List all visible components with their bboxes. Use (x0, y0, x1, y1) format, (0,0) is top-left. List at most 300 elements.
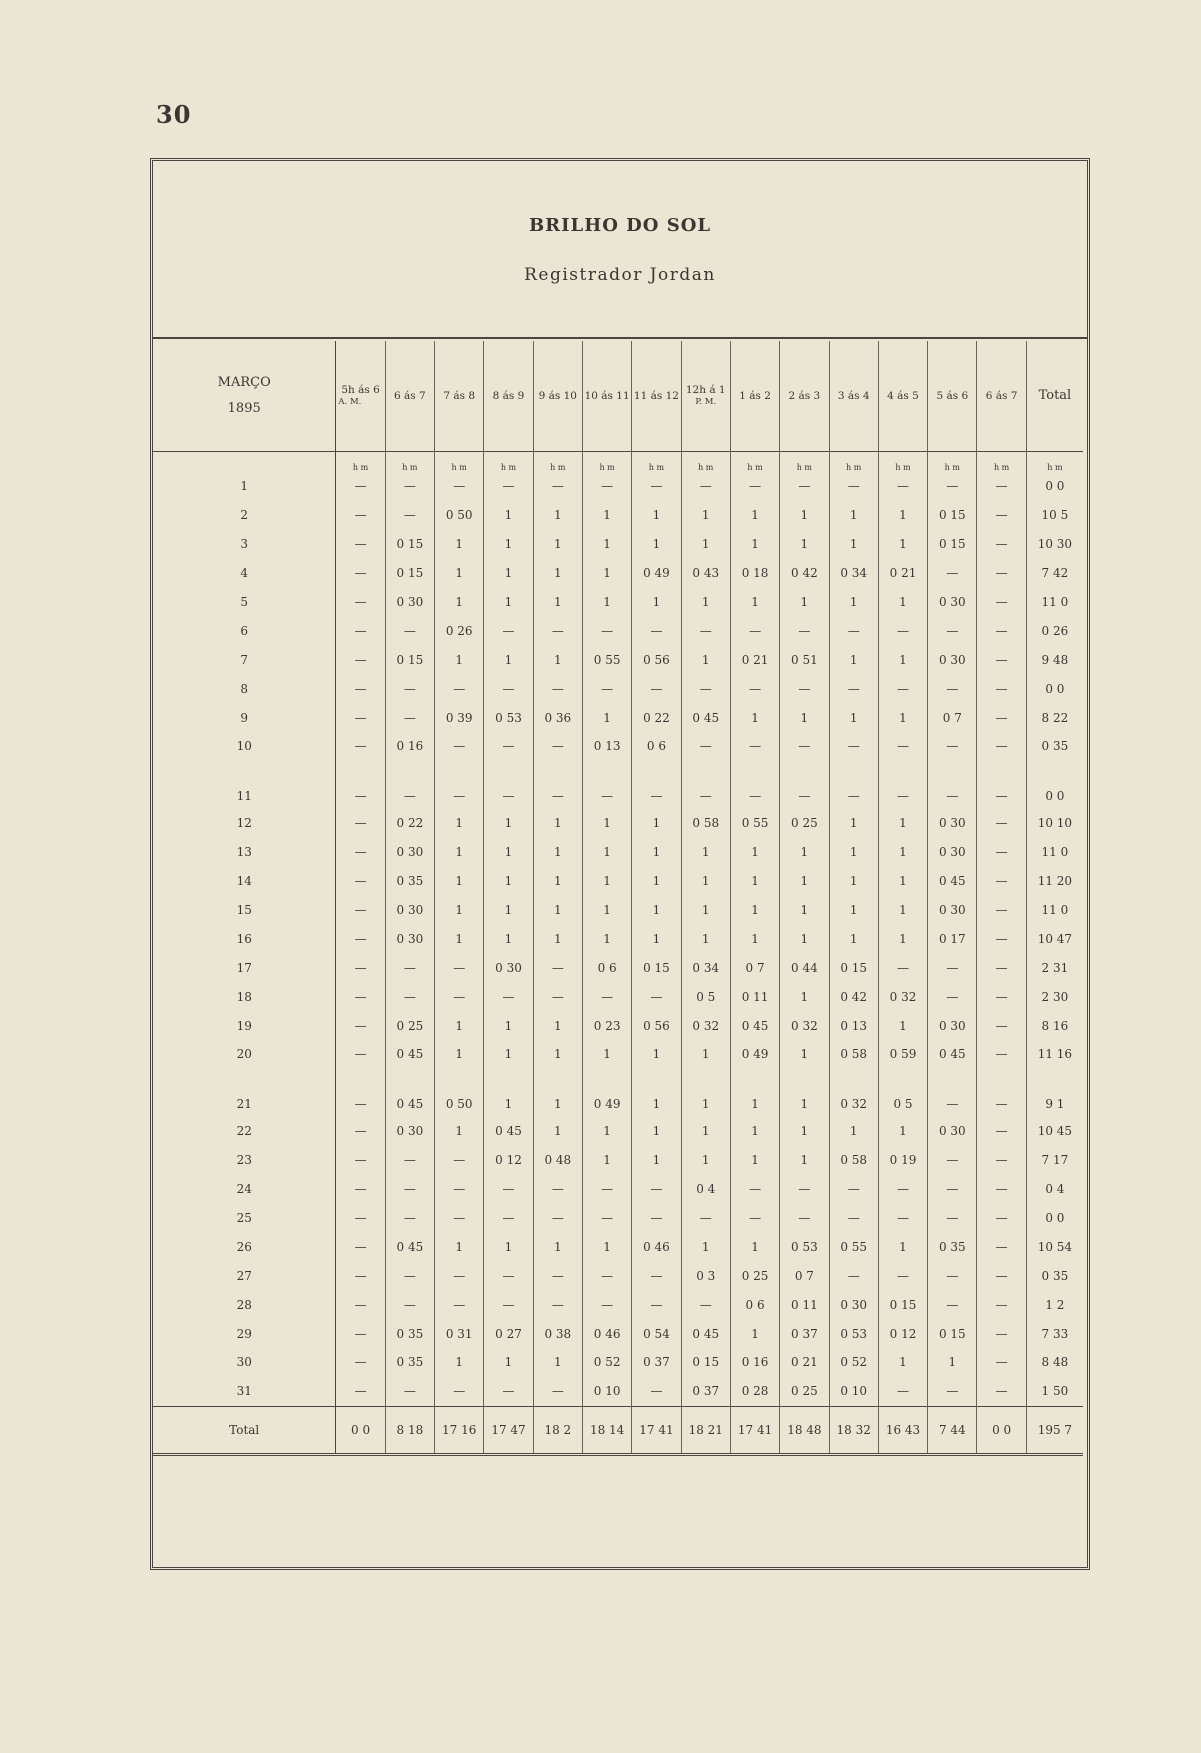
column-header-12 (928, 341, 977, 452)
column-header-5 (582, 341, 631, 452)
hour-cell: — (780, 616, 829, 645)
hour-cell: 0 7 (928, 703, 977, 732)
hour-cell: 0 58 (681, 809, 730, 838)
day-total-cell: 10 45 (1037, 1124, 1073, 1139)
hour-cell: — (977, 1146, 1026, 1175)
hour-cell: 1 (878, 924, 927, 953)
hour-cell: 1 (582, 1040, 631, 1069)
hour-cell: 0 55 (730, 809, 779, 838)
hour-cell: 1 (484, 867, 533, 896)
hour-cell: — (977, 1117, 1026, 1146)
hour-cell: 0 35 (385, 867, 434, 896)
table-row (153, 1011, 1083, 1040)
day-total-cell: 2 31 (1041, 960, 1069, 975)
day-total-cell: 10 54 (1037, 1239, 1073, 1254)
table-row (153, 1348, 1083, 1377)
hour-cell: — (435, 674, 484, 703)
hour-cell: 0 21 (780, 1348, 829, 1377)
day-total-cell: 0 0 (1045, 681, 1065, 696)
day-total-cell: 0 35 (1041, 739, 1069, 754)
hour-cell: — (829, 472, 878, 501)
hour-cell: 1 (435, 530, 484, 559)
hour-cell: 1 (435, 1011, 484, 1040)
hour-cell: 1 (730, 1146, 779, 1175)
day-total-cell: 8 22 (1041, 710, 1069, 725)
hour-cell: — (435, 1290, 484, 1319)
column-total-cell: 17 16 (435, 1406, 484, 1454)
column-header-6 (632, 341, 681, 452)
sunshine-table (153, 341, 1083, 1456)
hour-cell: — (484, 1204, 533, 1233)
month-header (153, 341, 336, 452)
hour-cell: — (977, 924, 1026, 953)
day-number: 9 (153, 703, 336, 732)
hour-cell: 0 59 (878, 1040, 927, 1069)
table-row (153, 982, 1083, 1011)
hour-cell: 0 30 (829, 1290, 878, 1319)
hour-cell: — (681, 674, 730, 703)
hour-cell: 0 50 (435, 1069, 484, 1117)
hour-cell: 1 (878, 1232, 927, 1261)
hour-cell: 0 15 (878, 1290, 927, 1319)
hour-cell: — (336, 1319, 385, 1348)
day-number: 28 (153, 1290, 336, 1319)
total-row (153, 1406, 1083, 1454)
hour-cell: — (977, 1348, 1026, 1377)
hour-cell: — (582, 674, 631, 703)
hour-cell: — (829, 616, 878, 645)
hour-cell: 0 30 (484, 953, 533, 982)
day-total-cell: 8 48 (1041, 1355, 1069, 1370)
hour-cell: — (928, 1146, 977, 1175)
hour-cell: — (336, 1069, 385, 1117)
day-number: 17 (153, 953, 336, 982)
hour-cell: 1 (632, 838, 681, 867)
hour-cell: — (977, 703, 1026, 732)
hour-cell: 1 (484, 1011, 533, 1040)
hour-cell: — (484, 674, 533, 703)
hour-cell: 1 (582, 867, 631, 896)
day-number: 11 (153, 761, 336, 809)
hour-cell: — (928, 1377, 977, 1406)
hour-cell: — (977, 559, 1026, 588)
hour-cell: 0 23 (582, 1011, 631, 1040)
hour-cell: — (632, 1175, 681, 1204)
hour-cell: — (829, 1204, 878, 1233)
hour-cell: 0 15 (385, 530, 434, 559)
hour-cell: — (336, 703, 385, 732)
hour-cell: 1 (780, 896, 829, 925)
hour-cell: 1 (484, 838, 533, 867)
column-total-cell: 7 44 (928, 1406, 977, 1454)
hour-cell: 1 (632, 530, 681, 559)
column-header-label: 5 ás 6 (936, 389, 969, 402)
day-number: 19 (153, 1011, 336, 1040)
hour-cell: 0 34 (681, 953, 730, 982)
column-header-label: 12h á 1 (685, 383, 726, 396)
hour-cell: 1 (681, 924, 730, 953)
hour-cell: 1 (533, 1040, 582, 1069)
hour-cell: 1 (435, 838, 484, 867)
hour-cell: 1 (681, 530, 730, 559)
hour-cell: 0 25 (780, 809, 829, 838)
hour-cell: — (977, 953, 1026, 982)
table-row (153, 1261, 1083, 1290)
hour-cell: 0 15 (928, 1319, 977, 1348)
hour-cell: 0 30 (385, 1117, 434, 1146)
hour-cell: 0 22 (632, 703, 681, 732)
hour-cell: 1 (533, 1069, 582, 1117)
hour-cell: — (385, 501, 434, 530)
hour-cell: 0 45 (385, 1232, 434, 1261)
hour-cell: — (977, 1261, 1026, 1290)
hour-cell: 1 (484, 588, 533, 617)
hour-cell: — (928, 472, 977, 501)
hour-cell: — (780, 1175, 829, 1204)
hour-cell: 0 3 (681, 1261, 730, 1290)
hour-cell: 0 7 (780, 1261, 829, 1290)
hour-cell: — (533, 732, 582, 761)
hour-cell: 1 (730, 588, 779, 617)
hour-cell: 0 12 (878, 1319, 927, 1348)
day-total-cell: 9 1 (1045, 1096, 1065, 1111)
hour-cell: 1 (780, 838, 829, 867)
hour-cell: 1 (829, 924, 878, 953)
hour-cell: 1 (730, 1319, 779, 1348)
hour-cell: — (336, 1261, 385, 1290)
hour-cell: 1 (632, 501, 681, 530)
day-number: 29 (153, 1319, 336, 1348)
hour-cell: 0 45 (928, 1040, 977, 1069)
column-total-cell: 8 18 (385, 1406, 434, 1454)
hour-cell: — (336, 1377, 385, 1406)
hour-cell: 1 (878, 867, 927, 896)
day-number: 5 (153, 588, 336, 617)
hour-cell: 1 (632, 896, 681, 925)
hour-cell: — (977, 501, 1026, 530)
hour-cell: 0 55 (829, 1232, 878, 1261)
column-total-cell: 17 41 (632, 1406, 681, 1454)
column-total-cell: 18 2 (533, 1406, 582, 1454)
hour-cell: 1 (878, 809, 927, 838)
hour-cell: 0 45 (484, 1117, 533, 1146)
hour-cell: 0 46 (632, 1232, 681, 1261)
hour-cell: — (928, 982, 977, 1011)
hour-cell: 0 25 (780, 1377, 829, 1406)
hour-cell: — (977, 867, 1026, 896)
day-total-cell: 0 0 (1045, 1211, 1065, 1226)
hour-cell: 1 (681, 588, 730, 617)
hour-cell: 0 30 (928, 838, 977, 867)
hour-cell: 1 (484, 809, 533, 838)
hour-cell: — (336, 953, 385, 982)
hour-cell: 1 (878, 703, 927, 732)
hour-cell: 0 38 (533, 1319, 582, 1348)
hour-cell: — (533, 674, 582, 703)
unit-cell: h m (928, 452, 977, 473)
hour-cell: 0 26 (435, 616, 484, 645)
column-header-label: Total (1038, 387, 1072, 403)
hour-cell: — (829, 1261, 878, 1290)
hour-cell: 1 (632, 1146, 681, 1175)
total-label: Total (153, 1406, 336, 1454)
hour-cell: 1 (484, 1040, 533, 1069)
hour-cell: 1 (730, 1069, 779, 1117)
hour-cell: 1 (533, 588, 582, 617)
hour-cell: 1 (780, 1069, 829, 1117)
table-row (153, 838, 1083, 867)
hour-cell: — (977, 645, 1026, 674)
table-row (153, 703, 1083, 732)
unit-cell: h m (632, 452, 681, 473)
hour-cell: 1 (730, 867, 779, 896)
hour-cell: 0 16 (730, 1348, 779, 1377)
hour-cell: — (977, 761, 1026, 809)
hour-cell: 1 (730, 530, 779, 559)
table-row (153, 1117, 1083, 1146)
column-header-label: 6 ás 7 (985, 389, 1018, 402)
day-total-cell: 10 30 (1037, 537, 1073, 552)
hour-cell: — (336, 982, 385, 1011)
table-header (153, 161, 1087, 339)
hour-cell: — (435, 1146, 484, 1175)
hour-cell: 1 (780, 530, 829, 559)
hour-cell: — (336, 924, 385, 953)
hour-cell: — (336, 645, 385, 674)
hour-cell: 1 (533, 924, 582, 953)
unit-cell: h m (484, 452, 533, 473)
column-header-11 (878, 341, 927, 452)
hour-cell: 0 51 (780, 645, 829, 674)
hour-cell: 0 30 (385, 838, 434, 867)
hour-cell: — (336, 559, 385, 588)
hour-cell: 0 10 (582, 1377, 631, 1406)
hour-cell: 1 (582, 809, 631, 838)
unit-cell: h m (878, 452, 927, 473)
hour-cell: 1 (878, 1117, 927, 1146)
hour-cell: — (435, 732, 484, 761)
column-total-cell: 17 47 (484, 1406, 533, 1454)
hour-cell: 1 (829, 588, 878, 617)
hour-cell: — (878, 1175, 927, 1204)
hour-cell: — (977, 809, 1026, 838)
hour-cell: 1 (484, 501, 533, 530)
hour-cell: — (780, 1204, 829, 1233)
hour-cell: 1 (484, 924, 533, 953)
hour-cell: 0 32 (878, 982, 927, 1011)
table-title: BRILHO DO SOL (528, 215, 712, 236)
column-header-3 (484, 341, 533, 452)
hour-cell: 0 5 (878, 1069, 927, 1117)
hour-cell: — (878, 953, 927, 982)
hour-cell: — (435, 1261, 484, 1290)
hour-cell: — (977, 1232, 1026, 1261)
hour-cell: 0 25 (385, 1011, 434, 1040)
hour-cell: — (336, 1011, 385, 1040)
hour-cell: — (385, 674, 434, 703)
hour-cell: 1 (681, 645, 730, 674)
hour-cell: — (878, 674, 927, 703)
hour-cell: — (730, 1175, 779, 1204)
hour-cell: — (681, 1290, 730, 1319)
day-number: 7 (153, 645, 336, 674)
hour-cell: 1 (435, 645, 484, 674)
hour-cell: — (977, 1011, 1026, 1040)
hour-cell: — (632, 1204, 681, 1233)
column-header-label: 5h ás 6 (341, 383, 380, 396)
hour-cell: 1 (632, 588, 681, 617)
hour-cell: — (977, 616, 1026, 645)
hour-cell: — (435, 472, 484, 501)
table-row (153, 1175, 1083, 1204)
hour-cell: — (928, 1204, 977, 1233)
hour-cell: — (829, 674, 878, 703)
hour-cell: — (632, 1261, 681, 1290)
hour-cell: 0 44 (780, 953, 829, 982)
table-frame (150, 158, 1090, 1570)
hour-cell: 1 (730, 896, 779, 925)
hour-cell: 1 (435, 559, 484, 588)
column-header-label: 6 ás 7 (394, 389, 426, 402)
day-number: 23 (153, 1146, 336, 1175)
day-number: 10 (153, 732, 336, 761)
hour-cell: — (533, 1261, 582, 1290)
hour-cell: 1 (533, 501, 582, 530)
column-header-label: 9 ás 10 (538, 389, 577, 402)
hour-cell: — (928, 1290, 977, 1319)
table-row (153, 530, 1083, 559)
hour-cell: 0 21 (878, 559, 927, 588)
hour-cell: — (533, 1204, 582, 1233)
hour-cell: 0 6 (632, 732, 681, 761)
hour-cell: — (336, 1232, 385, 1261)
hour-cell: 0 25 (730, 1261, 779, 1290)
hour-cell: — (533, 761, 582, 809)
hour-cell: 0 15 (681, 1348, 730, 1377)
day-total-cell: 8 16 (1041, 1018, 1069, 1033)
hour-cell: — (336, 472, 385, 501)
day-number: 31 (153, 1377, 336, 1406)
hour-cell: 0 52 (582, 1348, 631, 1377)
hour-cell: 1 (435, 1232, 484, 1261)
hour-cell: — (582, 1261, 631, 1290)
day-number: 2 (153, 501, 336, 530)
hour-cell: — (977, 1175, 1026, 1204)
year-label: 1895 (227, 401, 261, 416)
hour-cell: 1 (829, 838, 878, 867)
hour-cell: 1 (533, 645, 582, 674)
hour-cell: — (928, 616, 977, 645)
hour-cell: — (977, 982, 1026, 1011)
hour-cell: — (780, 732, 829, 761)
hour-cell: — (435, 953, 484, 982)
day-number: 27 (153, 1261, 336, 1290)
hour-cell: — (928, 732, 977, 761)
hour-cell: 0 45 (928, 867, 977, 896)
table-row (153, 896, 1083, 925)
day-total-cell: 7 17 (1041, 1153, 1069, 1168)
unit-cell: h m (385, 452, 434, 473)
day-number: 14 (153, 867, 336, 896)
day-total-cell: 2 30 (1041, 989, 1069, 1004)
hour-cell: 1 (829, 501, 878, 530)
hour-cell: 0 37 (780, 1319, 829, 1348)
hour-cell: — (977, 588, 1026, 617)
hour-cell: 0 45 (730, 1011, 779, 1040)
hour-cell: 0 5 (681, 982, 730, 1011)
hour-cell: 1 (730, 1117, 779, 1146)
hour-cell: 0 17 (928, 924, 977, 953)
hour-cell: 0 53 (829, 1319, 878, 1348)
hour-cell: — (878, 1261, 927, 1290)
hour-cell: — (385, 1261, 434, 1290)
unit-cell: h m (582, 452, 631, 473)
hour-cell: 0 56 (632, 1011, 681, 1040)
hour-cell: 0 50 (435, 501, 484, 530)
hour-cell: 0 36 (533, 703, 582, 732)
day-number: 1 (153, 472, 336, 501)
day-total-cell: 0 35 (1041, 1268, 1069, 1283)
hour-cell: — (336, 838, 385, 867)
hour-cell: 1 (681, 1146, 730, 1175)
hour-cell: — (582, 1290, 631, 1319)
hour-cell: — (878, 761, 927, 809)
hour-cell: 1 (780, 703, 829, 732)
hour-cell: 1 (435, 809, 484, 838)
day-total-cell: 10 10 (1037, 816, 1073, 831)
pm-label: P. M. (695, 397, 717, 408)
hour-cell: 1 (878, 1011, 927, 1040)
hour-cell: 1 (681, 501, 730, 530)
column-header-14 (1026, 341, 1083, 452)
hour-cell: 1 (730, 838, 779, 867)
hour-cell: 1 (632, 924, 681, 953)
hour-cell: — (582, 1204, 631, 1233)
day-number: 25 (153, 1204, 336, 1233)
hour-cell: — (336, 1348, 385, 1377)
hour-cell: — (533, 953, 582, 982)
hour-cell: 0 48 (533, 1146, 582, 1175)
hour-cell: — (928, 761, 977, 809)
hour-cell: — (435, 1377, 484, 1406)
hour-cell: 0 12 (484, 1146, 533, 1175)
day-number: 22 (153, 1117, 336, 1146)
hour-cell: 0 11 (780, 1290, 829, 1319)
page-number: 30 (156, 100, 192, 129)
hour-cell: — (385, 982, 434, 1011)
day-total-cell: 11 0 (1041, 903, 1069, 918)
hour-cell: — (730, 674, 779, 703)
hour-cell: — (385, 1377, 434, 1406)
hour-cell: — (336, 530, 385, 559)
hour-cell: — (977, 530, 1026, 559)
column-total-cell: 18 32 (829, 1406, 878, 1454)
column-header-label: 7 ás 8 (443, 389, 476, 402)
hour-cell: — (928, 559, 977, 588)
day-number: 21 (153, 1069, 336, 1117)
hour-cell: 1 (681, 1069, 730, 1117)
hour-cell: — (977, 1069, 1026, 1117)
hour-cell: — (385, 703, 434, 732)
table-row (153, 761, 1083, 809)
day-total-cell: 10 47 (1037, 931, 1073, 946)
table-row (153, 1204, 1083, 1233)
hour-cell: — (681, 1204, 730, 1233)
unit-cell: h m (533, 452, 582, 473)
column-total-cell: 16 43 (878, 1406, 927, 1454)
hour-cell: 0 49 (582, 1069, 631, 1117)
hour-cell: — (928, 1069, 977, 1117)
